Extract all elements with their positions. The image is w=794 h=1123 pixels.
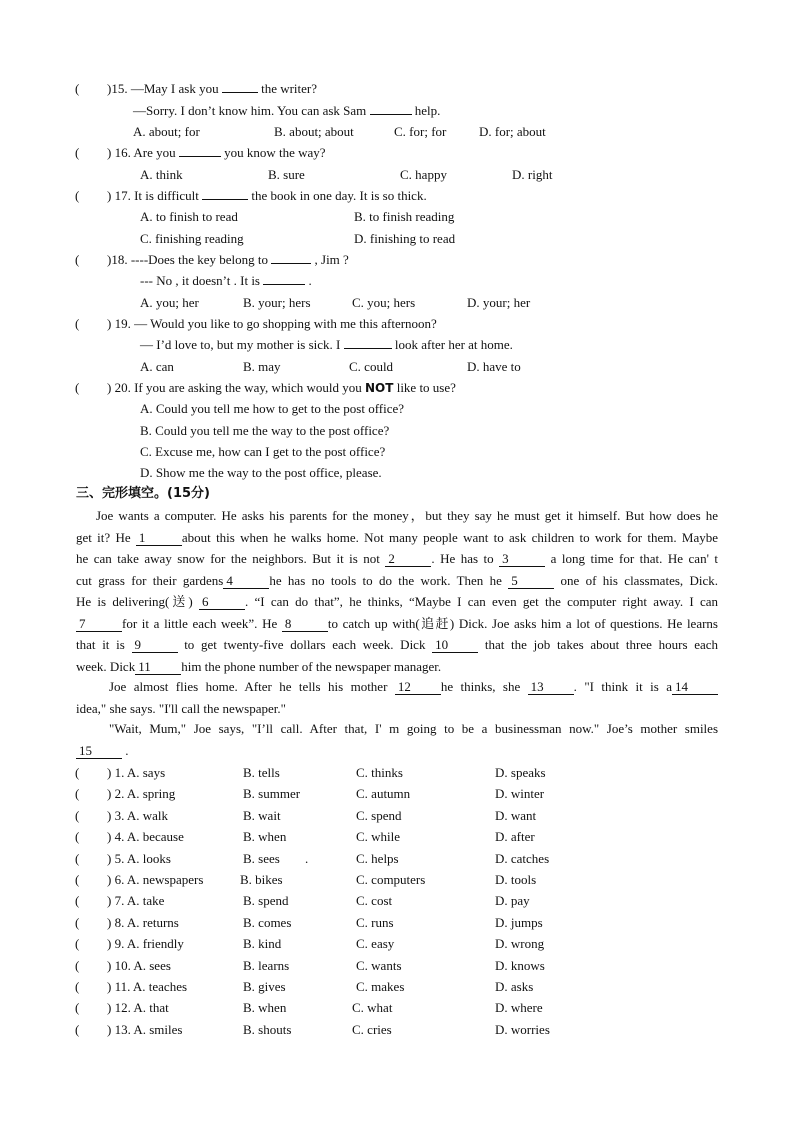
option-b: B. about; about bbox=[274, 124, 354, 139]
option-d: D. speaks bbox=[495, 765, 546, 780]
option-b: B. learns bbox=[243, 957, 290, 973]
question-15-reply: —Sorry. I don’t know him. You can ask Sam help. bbox=[0, 100, 794, 121]
option-a: ) 4. A. because bbox=[107, 829, 184, 845]
answer-paren: ( bbox=[75, 957, 80, 973]
option-d: D. tools bbox=[495, 872, 537, 887]
question-20-option-a: A. Could you tell me how to get to the post office? bbox=[140, 401, 405, 416]
passage-text: one of his classmates, Dick. bbox=[554, 572, 718, 588]
cloze-question bbox=[0, 1019, 794, 1040]
answer-paren: ( bbox=[75, 979, 80, 994]
question-19-options bbox=[0, 356, 794, 377]
emphasis-not: NOT bbox=[365, 381, 394, 395]
option-c: C. for; for bbox=[394, 124, 447, 139]
option-a: ) 5. A. looks bbox=[107, 850, 171, 866]
passage-text: . "I think it is a bbox=[573, 679, 672, 694]
option-c: C. autumn bbox=[356, 786, 411, 802]
question-18-options bbox=[0, 292, 794, 313]
cloze-question bbox=[0, 762, 794, 783]
question-17-options-row2 bbox=[0, 228, 794, 249]
option-c: C. easy bbox=[356, 936, 395, 952]
option-a: ) 7. A. take bbox=[107, 893, 165, 909]
question-19: ( ) 19. — Would you like to go shopping with me this afternoon? bbox=[0, 313, 794, 334]
option-c: C. cries bbox=[352, 1021, 392, 1037]
cloze-question bbox=[0, 955, 794, 976]
passage-line bbox=[76, 718, 718, 740]
option-d: D. asks bbox=[495, 979, 534, 994]
option-c: C. runs bbox=[356, 914, 394, 930]
option-b: B. sure bbox=[268, 167, 305, 182]
option-b: B. to finish reading bbox=[354, 209, 455, 224]
option-d: D. after bbox=[495, 829, 535, 845]
passage-text: he thinks, she bbox=[440, 679, 528, 694]
cloze-question bbox=[0, 826, 794, 847]
option-d: D. pay bbox=[495, 893, 530, 909]
cloze-blank: 7 bbox=[76, 617, 122, 632]
passage-text: idea," she says. "I'll call the newspaper." bbox=[76, 700, 286, 716]
cloze-blank: 1 bbox=[136, 531, 182, 546]
passage-text: he has no tools to do the work. Then he bbox=[269, 572, 509, 588]
option-b: B. tells bbox=[243, 765, 280, 780]
section-title: 三、完形填空。(15分) bbox=[76, 486, 210, 501]
cloze-blank: 4 bbox=[223, 574, 269, 589]
option-d: D. wrong bbox=[495, 936, 545, 952]
option-b: B. your; hers bbox=[243, 295, 311, 310]
cloze-question bbox=[0, 805, 794, 826]
option-c: C. happy bbox=[400, 167, 447, 182]
cloze-blank: 15 bbox=[76, 744, 122, 759]
cloze-question bbox=[0, 869, 794, 890]
option-a: ) 10. A. sees bbox=[107, 957, 171, 973]
question-16: ( ) 16. Are you you know the way? bbox=[0, 142, 794, 163]
option-b: B. when bbox=[243, 829, 287, 845]
option-b: B. bikes bbox=[240, 872, 283, 887]
option-d: D. your; her bbox=[467, 295, 531, 310]
option-c: C. wants bbox=[356, 957, 402, 973]
answer-paren: ( bbox=[75, 316, 80, 331]
answer-paren: ( bbox=[75, 850, 80, 866]
option-c: C. what bbox=[352, 1000, 393, 1016]
option-b: B. may bbox=[243, 359, 281, 374]
question-15 bbox=[0, 78, 794, 99]
answer-paren: ( bbox=[75, 188, 80, 203]
passage-line bbox=[76, 676, 718, 698]
passage-text: get it? He bbox=[76, 529, 136, 545]
option-d: D. finishing to read bbox=[354, 231, 456, 246]
option-b: B. when bbox=[243, 1000, 287, 1016]
answer-paren: ( bbox=[75, 81, 80, 96]
option-c: C. helps bbox=[356, 850, 399, 866]
cloze-blank: 14 bbox=[672, 680, 718, 695]
option-a: A. can bbox=[140, 359, 174, 374]
cloze-blank: 3 bbox=[499, 552, 545, 567]
passage-text: . He has to bbox=[431, 551, 500, 566]
option-a: ) 12. A. that bbox=[107, 1000, 169, 1016]
answer-paren: ( bbox=[75, 1021, 80, 1037]
option-b: B. comes bbox=[243, 914, 292, 930]
answer-paren: ( bbox=[75, 936, 80, 952]
option-a: A. you; her bbox=[140, 295, 199, 310]
section-heading bbox=[0, 483, 794, 504]
option-c: C. thinks bbox=[356, 765, 403, 780]
passage-text: . bbox=[122, 742, 129, 758]
question-19-reply: — I’d love to, but my mother is sick. I look after her at home. bbox=[0, 334, 794, 355]
passage-text: cut grass for their gardens bbox=[76, 572, 224, 588]
passage-line bbox=[76, 591, 718, 613]
question-17-options-row1 bbox=[0, 206, 794, 227]
passage-line bbox=[76, 570, 718, 592]
passage-text: He is delivering(送) bbox=[76, 594, 199, 609]
option-b: B. spend bbox=[243, 893, 289, 909]
passage-line bbox=[76, 698, 718, 720]
passage-text: that the job takes about three hours each bbox=[478, 637, 719, 652]
question-16-options bbox=[0, 164, 794, 185]
option-c: C. you; hers bbox=[352, 295, 416, 310]
answer-paren: ( bbox=[75, 380, 80, 395]
question-20: ( ) 20. If you are asking the way, which would you NOT like to use? bbox=[0, 377, 794, 398]
question-20-option-d: D. Show me the way to the post office, please. bbox=[140, 465, 382, 480]
option-a: ) 13. A. smiles bbox=[107, 1021, 183, 1037]
option-a: ) 9. A. friendly bbox=[107, 936, 184, 952]
passage-text: Joe wants a computer. He asks his parents for the money，but they say he must get it himself. But how does he bbox=[96, 508, 718, 523]
option-d: D. knows bbox=[495, 957, 545, 973]
answer-paren: ( bbox=[75, 872, 80, 887]
cloze-blank: 5 bbox=[508, 574, 554, 589]
option-b: B. wait bbox=[243, 807, 281, 823]
option-d: D. where bbox=[495, 1000, 543, 1016]
option-d: D. worries bbox=[495, 1021, 550, 1037]
cloze-blank: 9 bbox=[132, 638, 178, 653]
option-c: C. while bbox=[356, 829, 401, 845]
question-20-option-b: B. Could you tell me the way to the post office? bbox=[140, 423, 390, 438]
question-15-options bbox=[0, 121, 794, 142]
question-20-option-c: C. Excuse me, how can I get to the post office? bbox=[140, 444, 386, 459]
passage-text: week. Dick bbox=[76, 658, 136, 674]
passage-paragraph-2 bbox=[76, 676, 718, 719]
cloze-question bbox=[0, 976, 794, 997]
option-c: C. cost bbox=[356, 893, 393, 909]
passage-line bbox=[76, 613, 718, 635]
option-c: C. could bbox=[349, 359, 394, 374]
passage-text: for it a little each week”. He bbox=[122, 615, 282, 631]
option-d: D. for; about bbox=[479, 124, 546, 139]
option-d: D. jumps bbox=[495, 914, 543, 930]
cloze-blank: 8 bbox=[282, 617, 328, 632]
option-c: C. spend bbox=[356, 807, 402, 823]
question-17: ( ) 17. It is difficult the book in one day. It is so thick. bbox=[0, 185, 794, 206]
answer-paren: ( bbox=[75, 829, 80, 845]
passage-text: to catch up with(追赶) Dick. Joe asks him a lot of questions. He learns bbox=[327, 615, 718, 631]
option-a: ) 1. A. says bbox=[107, 765, 166, 780]
cloze-question bbox=[0, 848, 794, 869]
passage-text: about this when he walks home. Not many people want to ask children to work for them. Maybe bbox=[181, 529, 718, 545]
option-d: D. winter bbox=[495, 786, 545, 802]
passage-line bbox=[76, 740, 718, 762]
option-a: ) 11. A. teaches bbox=[107, 979, 188, 994]
passage-text: a long time for that. He can' t bbox=[545, 551, 718, 566]
question-stem: )15. —May I ask you the writer? bbox=[107, 78, 317, 99]
answer-paren: ( bbox=[75, 786, 80, 802]
cloze-blank: 10 bbox=[432, 638, 478, 653]
passage-line bbox=[76, 548, 718, 570]
option-c: C. computers bbox=[356, 872, 426, 887]
passage-text: he can take away snow for the neighbors. But it is not bbox=[76, 551, 386, 566]
option-a: A. think bbox=[140, 167, 183, 182]
answer-paren: ( bbox=[75, 252, 80, 267]
cloze-question bbox=[0, 997, 794, 1018]
answer-paren: ( bbox=[75, 765, 80, 780]
cloze-blank: 2 bbox=[385, 552, 431, 567]
option-a: A. to finish to read bbox=[140, 209, 238, 224]
option-c: C. makes bbox=[356, 979, 405, 994]
passage-text: him the phone number of the newspaper manager. bbox=[181, 658, 442, 674]
passage-text: Joe almost flies home. After he tells his mother bbox=[109, 679, 395, 694]
cloze-blank: 13 bbox=[528, 680, 574, 695]
answer-paren: ( bbox=[75, 807, 80, 823]
cloze-blank: 6 bbox=[199, 595, 245, 610]
option-a: ) 6. A. newspapers bbox=[107, 872, 204, 887]
option-a: ) 3. A. walk bbox=[107, 807, 169, 823]
answer-paren: ( bbox=[75, 914, 80, 930]
question-18: ( )18. ----Does the key belong to , Jim ? bbox=[0, 249, 794, 270]
option-b: B. shouts bbox=[243, 1021, 292, 1037]
passage-line bbox=[76, 634, 718, 656]
option-b: B. sees bbox=[243, 850, 280, 866]
cloze-blank: 11 bbox=[135, 660, 181, 675]
cloze-blank: 12 bbox=[395, 680, 441, 695]
passage-line bbox=[76, 656, 718, 678]
option-c: C. finishing reading bbox=[140, 231, 244, 246]
answer-paren: ( bbox=[75, 893, 80, 909]
question-18-reply: --- No , it doesn’t . It is . bbox=[0, 270, 794, 291]
answer-paren: ( bbox=[75, 145, 80, 160]
option-a: A. about; for bbox=[133, 124, 200, 139]
option-d: D. want bbox=[495, 807, 537, 823]
cloze-question bbox=[0, 890, 794, 911]
stray-dot: . bbox=[305, 850, 309, 866]
passage-line bbox=[76, 505, 718, 527]
cloze-question bbox=[0, 783, 794, 804]
answer-paren: ( bbox=[75, 1000, 80, 1016]
passage-text: . “I can do that”, he thinks, “Maybe I can even get the computer right away. I can bbox=[245, 594, 718, 609]
passage-paragraph-1 bbox=[76, 505, 718, 677]
option-d: D. catches bbox=[495, 850, 550, 866]
option-b: B. gives bbox=[243, 979, 286, 994]
passage-paragraph-3 bbox=[76, 718, 718, 761]
passage-line bbox=[76, 527, 718, 549]
cloze-question bbox=[0, 912, 794, 933]
option-b: B. summer bbox=[243, 786, 301, 802]
passage-text: "Wait, Mum," Joe says, "I’ll call. After that, I' m going to be a businessman now." Joe’s mother smiles bbox=[109, 721, 718, 736]
option-d: D. right bbox=[512, 167, 553, 182]
passage-text: to get twenty-five dollars each week. Dick bbox=[177, 637, 433, 652]
passage-text: that it is bbox=[76, 637, 132, 652]
option-d: D. have to bbox=[467, 359, 521, 374]
cloze-question bbox=[0, 933, 794, 954]
option-a: ) 2. A. spring bbox=[107, 786, 176, 802]
option-a: ) 8. A. returns bbox=[107, 914, 179, 930]
option-b: B. kind bbox=[243, 936, 282, 952]
